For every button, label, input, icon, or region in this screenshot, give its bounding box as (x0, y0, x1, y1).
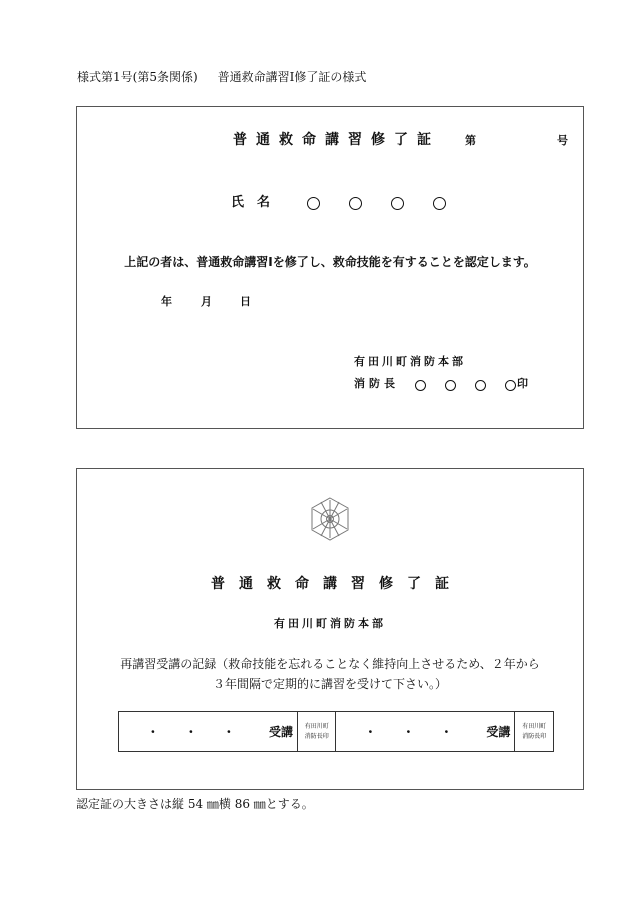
name-label: 氏 名 (231, 195, 271, 210)
retraining-note-line1: 再講習受講の記録（救命技能を忘れることなく維持向上させるため、２年から (120, 657, 540, 671)
stamp-line2: 消防長印 (522, 732, 547, 740)
date-dots: ・・・ (146, 725, 261, 739)
placeholder-circle (391, 197, 404, 210)
placeholder-circle (307, 197, 320, 210)
form-header (77, 68, 366, 85)
size-note: 認定証の大きさは縦 54 ㎜横 86 ㎜とする。 (76, 797, 314, 811)
placeholder-circle (505, 380, 516, 391)
placeholder-circle (433, 197, 446, 210)
stamp-line2: 消防長印 (304, 732, 329, 740)
table-row (119, 712, 554, 752)
emblem-icon (307, 496, 353, 542)
attendance-label: 受講 (486, 725, 511, 739)
chief-name-placeholder (415, 375, 516, 394)
certification-statement: 上記の者は、普通救命講習Ⅰを修了し、救命技能を有することを認定します。 (124, 255, 536, 269)
name-placeholder (307, 193, 446, 212)
placeholder-circle (349, 197, 362, 210)
placeholder-circle (415, 380, 426, 391)
number-prefix: 第 (465, 134, 476, 147)
date-year: 年 (161, 295, 172, 308)
date-month: 月 (201, 295, 212, 308)
stamp-cell (297, 712, 336, 752)
chief-label: 消防長 (354, 377, 399, 390)
form-title: 普通救命講習Ⅰ修了証の様式 (217, 70, 367, 84)
front-title: 普通救命講習修了証 (233, 132, 440, 148)
attendance-label: 受講 (268, 725, 293, 739)
number-suffix: 号 (557, 134, 568, 147)
stamp-line1: 有田川町 (522, 722, 547, 730)
back-title: 普通救命講習修了証 (211, 576, 463, 592)
placeholder-circle (475, 380, 486, 391)
date-dots: ・・・ (364, 725, 479, 739)
date-day: 日 (240, 295, 251, 308)
certificate-front (76, 106, 584, 429)
back-issuer: 有田川町消防本部 (274, 617, 386, 630)
stamp-cell (515, 712, 554, 752)
record-date-cell (336, 712, 515, 752)
certificate-back (76, 468, 584, 790)
record-date-cell (119, 712, 298, 752)
retraining-note-line2: ３年間隔で定期的に講習を受けて下さい。） (212, 677, 447, 691)
stamp-line1: 有田川町 (304, 722, 329, 730)
seal-label: 印 (517, 377, 528, 390)
retraining-record-table (118, 711, 554, 752)
front-issuer: 有田川町消防本部 (354, 355, 466, 368)
form-number: 様式第1号(第5条関係) (77, 70, 198, 84)
placeholder-circle (445, 380, 456, 391)
